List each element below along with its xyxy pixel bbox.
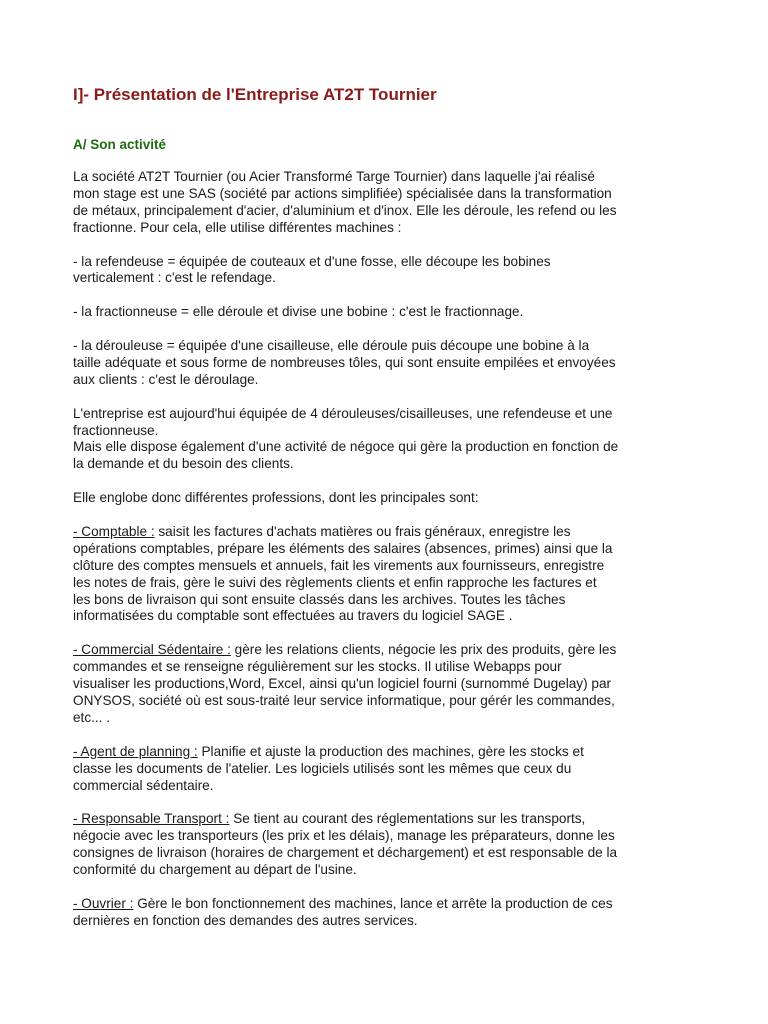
profession-label: - Commercial Sédentaire : (73, 642, 231, 658)
profession-responsable-transport (73, 811, 698, 879)
profession-label: - Ouvrier : (73, 895, 134, 911)
professions-intro: Elle englobe donc différentes professions, dont les principales sont: (73, 490, 479, 506)
profession-comptable (73, 524, 698, 625)
profession-ouvrier (73, 896, 698, 930)
profession-commercial (73, 642, 698, 727)
profession-description: Planifie et ajuste la production des machines, gère les stocks et classe les documents de l'atelier. Les logiciels utilisés sont les mêmes que ceux du commercial sédentaire. (73, 743, 584, 793)
trade-paragraph: Mais elle dispose également d'une activité de négoce qui gère la production en fonction de la demande et du besoin des clients. (73, 439, 619, 472)
profession-description: Se tient au courant des réglementations sur les transports, négocie avec les transporteurs (les prix et les délais), manage les préparateurs, donne les consignes de livraison (horaires de chargement et déchargement) et est responsable de la conformité du chargement au départ de l'usine. (73, 811, 618, 878)
machine-refendeuse: - la refendeuse = équipée de couteaux et d'une fosse, elle découpe les bobines verticalement : c'est le refendage. (73, 253, 551, 286)
profession-agent-planning (73, 744, 698, 795)
profession-description: Gère le bon fonctionnement des machines, lance et arrête la production de ces dernières en fonction des demandes des autres services. (73, 895, 613, 928)
profession-description: saisit les factures d'achats matières ou frais généraux, enregistre les opérations comptables, prépare les éléments des salaires (absences, primes) ainsi que la clôture des comptes mensuels et annuels, fait les virements aux fournisseurs, enregistre les notes de frais, gère le suivi des règlements clients et enfin rapproche les factures et les bons de livraison qui sont ensuite classés dans les archives. Toutes les tâches informatisées du comptable sont effectuées au travers du logiciel SAGE . (73, 523, 613, 624)
equipment-paragraph: L'entreprise est aujourd'hui équipée de 4 dérouleuses/cisailleuses, une refendeuse et une fractionneuse. (73, 405, 613, 438)
page-title: I]- Présentation de l'Entreprise AT2T Tournier (73, 85, 437, 104)
profession-description: gère les relations clients, négocie les prix des produits, gère les commandes et se renseigne régulièrement sur les stocks. Il utilise Webapps pour visualiser les productions,Word, Excel, ainsi qu'un logiciel fourni (surnommé Dugelay) par ONYSOS, société où est sous-traité leur service informatique, pour gérér les commandes, etc... . (73, 642, 617, 725)
profession-label: - Responsable Transport : (73, 811, 230, 827)
machine-fractionneuse: - la fractionneuse = elle déroule et divise une bobine : c'est le fractionnage. (73, 304, 524, 320)
profession-label: - Agent de planning : (73, 743, 198, 759)
document-page (73, 84, 698, 930)
profession-label: - Comptable : (73, 523, 155, 539)
machine-derouleuse: - la dérouleuse = équipée d'une cisailleuse, elle déroule puis découpe une bobine à la taille adéquate et sous forme de nombreuses tôles, qui sont ensuite empilées et envoyées aux clients : c'est le déroulage. (73, 338, 616, 387)
intro-paragraph: La société AT2T Tournier (ou Acier Transformé Targe Tournier) dans laquelle j'ai réalisé mon stage est une SAS (société par actions simplifiée) spécialisée dans la transformation de métaux, principalement d'acier, d'aluminium et d'inox. Elle les déroule, les refend ou les fractionne. Pour cela, elle utilise différentes machines : (73, 169, 617, 235)
section-subtitle: A/ Son activité (73, 137, 167, 152)
